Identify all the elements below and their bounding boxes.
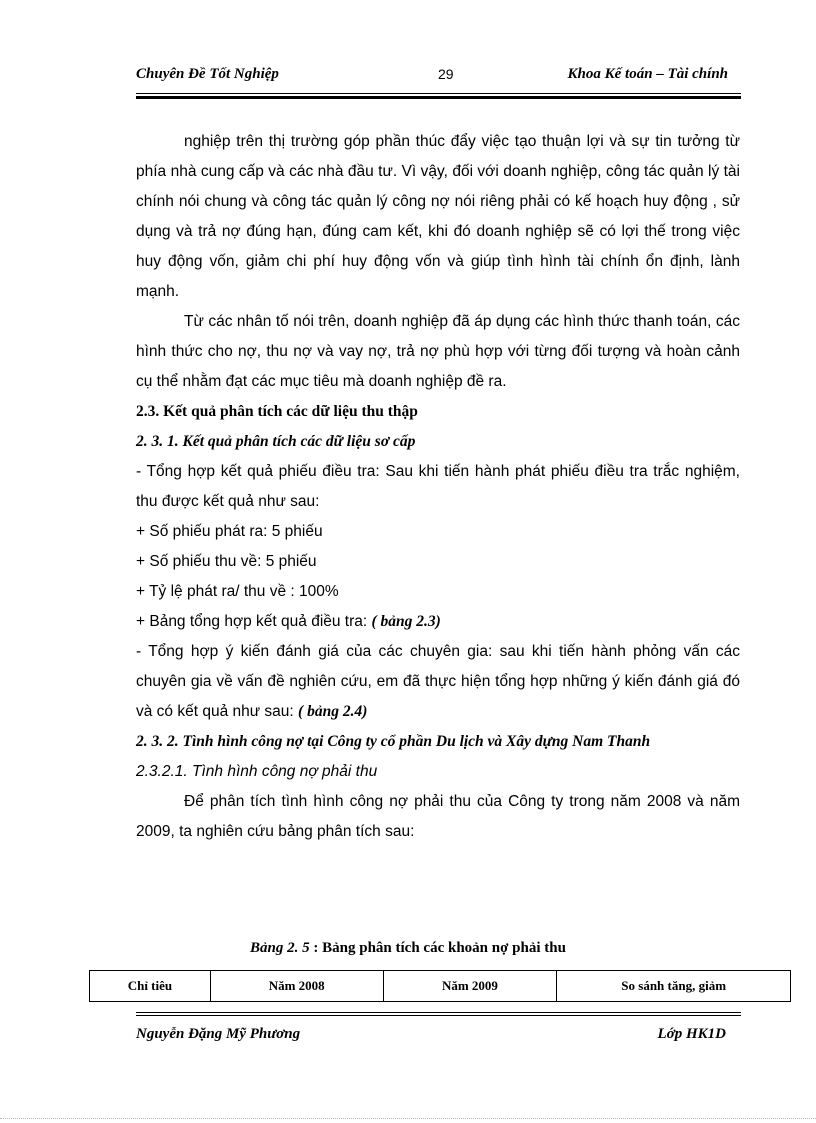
expert-summary bbox=[136, 637, 740, 727]
paragraph-continuation: nghiệp trên thị trường góp phần thúc đẩy việc tạo thuận lợi và sự tin tưởng từ phía nhà cung cấp và các nhà đầu tư. Vì vậy, đối với doanh nghiệp, công tác quản lý tài chính nói chung và công tác quản lý công nợ nói riêng phải có kế hoạch huy động , sử dụng và trả nợ đúng hạn, đúng cam kết, khi đó doanh nghiệp sẽ có lợi thế trong việc huy động vốn, giảm chi phí huy động vốn và giúp tình hình tài chính ổn định, lành mạnh. bbox=[136, 133, 740, 300]
survey-table-ref-prefix: + Bảng tổng hợp kết quả điều tra: bbox=[136, 613, 372, 630]
survey-issued: + Số phiếu phát ra: 5 phiếu bbox=[136, 523, 323, 540]
section-heading-2-3: 2.3. Kết quả phân tích các dữ liệu thu thập bbox=[136, 403, 418, 420]
footer-rule-thin bbox=[136, 1012, 741, 1013]
header-rule-thin bbox=[136, 93, 741, 94]
page-footer bbox=[136, 1026, 740, 1050]
header-rule-thick bbox=[136, 96, 741, 99]
header-faculty: Khoa Kế toán – Tài chính bbox=[567, 66, 728, 82]
column-header-comparison: So sánh tăng, giảm bbox=[557, 971, 791, 1002]
section-heading-2-3-2: 2. 3. 2. Tình hình công nợ tại Công ty cổ phần Du lịch và Xây dựng Nam Thanh bbox=[136, 733, 651, 750]
page-header bbox=[136, 62, 740, 86]
expert-summary-text: - Tổng hợp ý kiến đánh giá của các chuyên gia: sau khi tiến hành phỏng vấn các chuyên gia về vấn đề nghiên cứu, em đã thực hiện tổng hợp những ý kiến đánh giá đó và có kết quả như sau: bbox=[136, 643, 740, 720]
paragraph-receivables: Để phân tích tình hình công nợ phải thu của Công ty trong năm 2008 và năm 2009, ta nghiên cứu bảng phân tích sau: bbox=[136, 793, 740, 840]
survey-ratio: + Tỷ lệ phát ra/ thu về : 100% bbox=[136, 583, 339, 600]
column-header-2009: Năm 2009 bbox=[383, 971, 557, 1002]
section-heading-2-3-1: 2. 3. 1. Kết quả phân tích các dữ liệu sơ cấp bbox=[136, 433, 416, 450]
page-bottom-border bbox=[0, 1118, 816, 1119]
survey-summary: - Tổng hợp kết quả phiếu điều tra: Sau khi tiến hành phát phiếu điều tra trắc nghiệm, thu được kết quả như sau: bbox=[136, 463, 740, 510]
table-header-row bbox=[90, 971, 791, 1002]
footer-rule-thin-2 bbox=[136, 1015, 741, 1016]
section-heading-2-3-2-1 bbox=[136, 757, 740, 787]
table-2-4-reference: ( bảng 2.4) bbox=[298, 703, 368, 720]
paragraph-factors: Từ các nhân tố nói trên, doanh nghiệp đã áp dụng các hình thức thanh toán, các hình thức cho nợ, thu nợ và vay nợ, trả nợ phù hợp với từng đối tượng và hoàn cảnh cụ thể nhằm đạt các mục tiêu mà doanh nghiệp đề ra. bbox=[136, 313, 740, 390]
header-document-title: Chuyên Đề Tốt Nghiệp bbox=[136, 66, 279, 82]
page-number: 29 bbox=[438, 66, 454, 82]
table-caption-text: : Bảng phân tích các khoản nợ phải thu bbox=[309, 940, 566, 956]
table-caption-label: Bảng 2. 5 bbox=[250, 940, 310, 956]
body-content bbox=[136, 127, 740, 847]
table-2-3-reference: ( bảng 2.3) bbox=[371, 613, 441, 630]
survey-collected: + Số phiếu thu về: 5 phiếu bbox=[136, 553, 317, 570]
receivables-table bbox=[89, 970, 791, 1002]
column-header-2008: Năm 2008 bbox=[210, 971, 383, 1002]
column-header-indicator: Chỉ tiêu bbox=[90, 971, 211, 1002]
heading-title: . Tình hình công nợ phải thu bbox=[183, 763, 378, 780]
survey-table-reference bbox=[136, 607, 740, 637]
table-caption bbox=[0, 940, 816, 957]
heading-number: 2.3.2.1 bbox=[136, 763, 184, 780]
footer-class: Lớp HK1D bbox=[657, 1026, 726, 1042]
footer-author: Nguyễn Đặng Mỹ Phương bbox=[136, 1026, 301, 1042]
